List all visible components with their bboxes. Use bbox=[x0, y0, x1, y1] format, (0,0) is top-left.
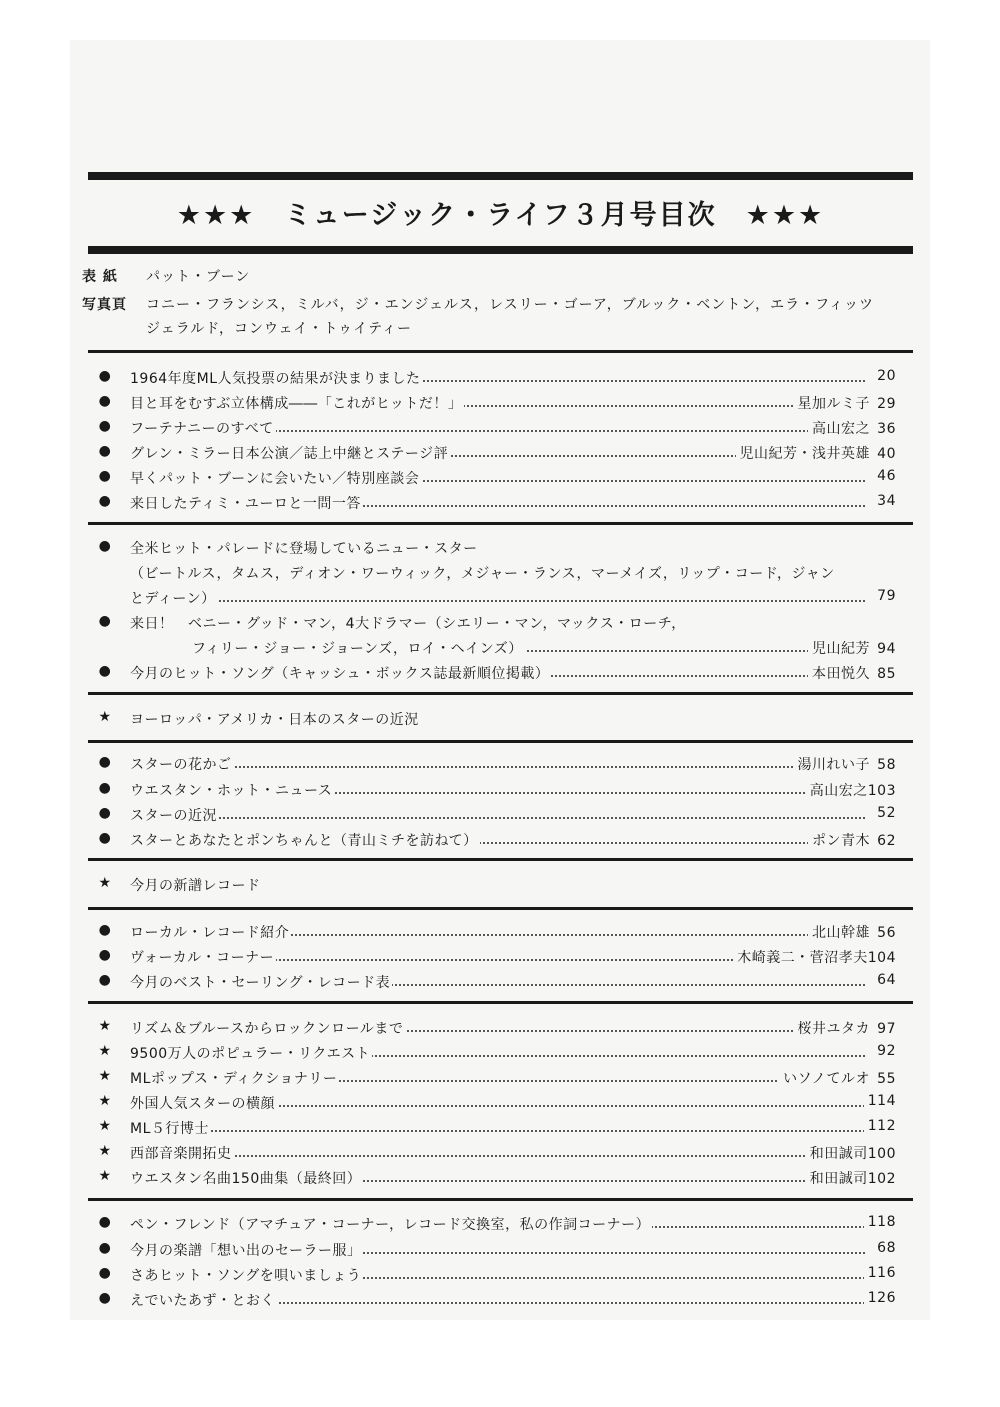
entry-page: 68 bbox=[877, 1240, 896, 1256]
title-bottom-rule bbox=[88, 246, 913, 254]
entry-page: 62 bbox=[877, 833, 896, 849]
entry-title-continued: フィリー・ジョー・ジョーンズ，ロイ・ヘインズ） bbox=[192, 638, 525, 658]
toc-entry-last-line[interactable] bbox=[96, 638, 896, 662]
toc-entry[interactable] bbox=[96, 805, 896, 829]
entry-title: 今月のヒット・ソング（キャッシュ・ボックス誌最新順位掲載） bbox=[130, 663, 551, 683]
entry-page: 97 bbox=[877, 1021, 896, 1037]
title-top-rule bbox=[88, 172, 913, 180]
entry-author: 木崎義二・菅沼孝夫 bbox=[737, 950, 868, 966]
dot-leader bbox=[136, 817, 896, 819]
entry-title: MLポップス・ディクショナリー bbox=[130, 1068, 339, 1088]
toc-entry[interactable] bbox=[96, 1118, 896, 1142]
bullet-icon: ● bbox=[98, 493, 112, 509]
bullet-icon: ● bbox=[98, 613, 112, 629]
toc-entry[interactable] bbox=[96, 1093, 896, 1117]
toc-entry[interactable] bbox=[96, 1043, 896, 1067]
toc-entry[interactable] bbox=[96, 754, 896, 778]
entry-title: ローカル・レコード紹介 bbox=[130, 922, 291, 942]
section-rule bbox=[88, 1198, 913, 1201]
toc-entry[interactable] bbox=[96, 1168, 896, 1192]
entry-author: 本田悦久 bbox=[812, 666, 870, 682]
section-rule bbox=[88, 907, 913, 910]
entry-title-continued: とディーン） bbox=[130, 588, 218, 608]
toc-entry[interactable] bbox=[96, 393, 896, 417]
entry-title: 外国人気スターの横顔 bbox=[130, 1093, 277, 1113]
entry-title: ウエスタン名曲150曲集（最終回） bbox=[130, 1168, 363, 1188]
toc-entry-last-line[interactable] bbox=[96, 588, 896, 612]
entry-page: 20 bbox=[877, 368, 896, 384]
bullet-icon: ● bbox=[98, 754, 112, 770]
star-icon: ★ bbox=[98, 709, 112, 725]
toc-entry[interactable] bbox=[96, 1018, 896, 1042]
photo-pages-line1: コニー・フランシス，ミルバ，ジ・エンジェルス，レスリー・ゴーア，ブルック・ベントン，エラ・フィッツ bbox=[146, 297, 874, 313]
section-heading-text: ヨーロッパ・アメリカ・日本のスターの近況 bbox=[130, 709, 421, 729]
entry-author: 児山紀芳・浅井英雄 bbox=[739, 446, 870, 462]
star-icon: ★ bbox=[98, 1068, 112, 1084]
section-rule bbox=[88, 740, 913, 743]
toc-entry[interactable] bbox=[96, 1068, 896, 1092]
toc-entry[interactable] bbox=[96, 493, 896, 517]
entry-author: ポン青木 bbox=[812, 833, 870, 849]
star-icon: ★ bbox=[98, 1018, 112, 1034]
toc-entry[interactable] bbox=[96, 830, 896, 854]
bullet-icon: ● bbox=[98, 947, 112, 963]
section-rule bbox=[88, 350, 913, 353]
entry-title: ウエスタン・ホット・ニュース bbox=[130, 780, 334, 800]
section-rule bbox=[88, 1001, 913, 1004]
entry-title-continued: （ビートルス，タムス，ディオン・ワーウィック，メジャー・ランス，マーメイズ，リップ・コード，ジャン bbox=[130, 566, 835, 582]
entry-title: 今月のベスト・セーリング・レコード表 bbox=[130, 972, 392, 992]
entry-title: ペン・フレンド（アマチュア・コーナー，レコード交換室，私の作詞コーナー） bbox=[130, 1214, 652, 1234]
entry-author: 北山幹雄 bbox=[812, 925, 870, 941]
toc-entry[interactable] bbox=[96, 972, 896, 996]
entry-page: 103 bbox=[867, 783, 896, 799]
entry-page: 52 bbox=[877, 805, 896, 821]
entry-page: 94 bbox=[877, 641, 896, 657]
toc-entry[interactable] bbox=[96, 1143, 896, 1167]
toc-entry[interactable] bbox=[96, 1265, 896, 1289]
entry-title: 西部音楽開拓史 bbox=[130, 1143, 234, 1163]
entry-title: ML５行博士 bbox=[130, 1118, 211, 1138]
section-heading-text: 今月の新譜レコード bbox=[130, 875, 263, 895]
star-icon: ★ bbox=[98, 1093, 112, 1109]
toc-entry[interactable] bbox=[96, 418, 896, 442]
toc-entry[interactable] bbox=[96, 468, 896, 492]
section-heading bbox=[96, 709, 896, 733]
bullet-icon: ● bbox=[98, 663, 112, 679]
entry-page: 55 bbox=[877, 1071, 896, 1087]
bullet-icon: ● bbox=[98, 368, 112, 384]
entry-title: フーテナニーのすべて bbox=[130, 418, 276, 438]
section-rule bbox=[88, 692, 913, 695]
toc-entry[interactable] bbox=[96, 613, 896, 637]
entry-page: 104 bbox=[867, 950, 896, 966]
entry-title: 来日したティミ・ユーロと一問一答 bbox=[130, 493, 363, 513]
entry-author: 和田誠司 bbox=[809, 1171, 868, 1187]
entry-title: 今月の楽譜「想い出のセーラー服」 bbox=[130, 1240, 363, 1260]
section-rule bbox=[88, 522, 913, 525]
star-icon: ★ bbox=[98, 1143, 112, 1159]
toc-entry[interactable] bbox=[96, 922, 896, 946]
entry-title: グレン・ミラー日本公演／誌上中継とステージ評 bbox=[130, 443, 450, 463]
entry-title: さあヒット・ソングを唄いましょう bbox=[130, 1265, 363, 1285]
dot-leader bbox=[136, 1155, 896, 1157]
entry-author: 高山宏之 bbox=[812, 421, 870, 437]
entry-author: 和田誠司 bbox=[809, 1146, 868, 1162]
entry-title: 早くパット・ブーンに会いたい／特別座談会 bbox=[130, 468, 421, 488]
photo-pages-label: 写真頁 bbox=[82, 297, 127, 313]
entry-title: 全米ヒット・パレードに登場しているニュー・スター bbox=[130, 538, 480, 558]
toc-entry[interactable] bbox=[96, 1214, 896, 1238]
toc-entry[interactable] bbox=[96, 538, 896, 562]
bullet-icon: ● bbox=[98, 1240, 112, 1256]
page-title: ★★★ ミュージック・ライフ３月号目次 ★★★ bbox=[176, 200, 825, 231]
entry-page: 112 bbox=[867, 1118, 896, 1134]
bullet-icon: ● bbox=[98, 468, 112, 484]
entry-title: えでいたあず・とおく bbox=[130, 1290, 277, 1310]
entry-title: ヴォーカル・コーナー bbox=[130, 947, 276, 967]
bullet-icon: ● bbox=[98, 805, 112, 821]
toc-entry[interactable] bbox=[96, 368, 896, 392]
entry-title: 目と耳をむすぶ立体構成――「これがヒットだ！」 bbox=[130, 393, 464, 413]
entry-title: リズム＆ブルースからロックンロールまで bbox=[130, 1018, 405, 1038]
entry-author: 高山宏之 bbox=[809, 783, 868, 799]
entry-page: 102 bbox=[867, 1171, 896, 1187]
bullet-icon: ● bbox=[98, 418, 112, 434]
entry-page: 34 bbox=[877, 493, 896, 509]
entry-title: 1964年度ML人気投票の結果が決まりました bbox=[130, 368, 423, 388]
entry-page: 85 bbox=[877, 666, 896, 682]
entry-page: 64 bbox=[877, 972, 896, 988]
bullet-icon: ● bbox=[98, 538, 112, 554]
entry-author: 星加ルミ子 bbox=[797, 396, 870, 412]
dot-leader bbox=[136, 766, 896, 768]
entry-title: 来日！ ベニー・グッド・マン，4大ドラマー（シエリー・マン，マックス・ローチ， bbox=[130, 613, 688, 633]
cover-text: パット・ブーン bbox=[146, 269, 251, 285]
dot-leader bbox=[136, 1130, 896, 1132]
toc-entry[interactable] bbox=[96, 663, 896, 687]
entry-title: スターの近況 bbox=[130, 805, 219, 825]
entry-page: 100 bbox=[867, 1146, 896, 1162]
entry-page: 36 bbox=[877, 421, 896, 437]
bullet-icon: ● bbox=[98, 780, 112, 796]
toc-entry[interactable] bbox=[96, 1240, 896, 1264]
entry-page: 114 bbox=[867, 1093, 896, 1109]
bullet-icon: ● bbox=[98, 1214, 112, 1230]
section-heading bbox=[96, 875, 896, 899]
dot-leader bbox=[136, 600, 896, 602]
star-icon: ★ bbox=[98, 1118, 112, 1134]
entry-title: スターとあなたとポンちゃんと（青山ミチを訪ねて） bbox=[130, 830, 480, 850]
entry-page: 116 bbox=[867, 1265, 896, 1281]
star-icon: ★ bbox=[98, 875, 112, 891]
toc-entry[interactable] bbox=[96, 780, 896, 804]
toc-entry[interactable] bbox=[96, 443, 896, 467]
cover-label: 表 紙 bbox=[82, 269, 118, 285]
star-icon: ★ bbox=[98, 1043, 112, 1059]
star-icon: ★ bbox=[98, 1168, 112, 1184]
section-rule bbox=[88, 858, 913, 861]
entry-page: 40 bbox=[877, 446, 896, 462]
bullet-icon: ● bbox=[98, 1290, 112, 1306]
entry-page: 92 bbox=[877, 1043, 896, 1059]
bullet-icon: ● bbox=[98, 443, 112, 459]
bullet-icon: ● bbox=[98, 1265, 112, 1281]
entry-page: 79 bbox=[877, 588, 896, 604]
bullet-icon: ● bbox=[98, 972, 112, 988]
entry-title: スターの花かご bbox=[130, 754, 234, 774]
entry-page: 126 bbox=[867, 1290, 896, 1306]
toc-entry[interactable] bbox=[96, 1290, 896, 1314]
entry-title: 9500万人のポピュラー・リクエスト bbox=[130, 1043, 372, 1063]
entry-page: 118 bbox=[867, 1214, 896, 1230]
entry-page: 56 bbox=[877, 925, 896, 941]
entry-page: 29 bbox=[877, 396, 896, 412]
entry-page: 58 bbox=[877, 757, 896, 773]
bullet-icon: ● bbox=[98, 393, 112, 409]
cover-info bbox=[82, 266, 902, 336]
entry-author: 児山紀芳 bbox=[812, 641, 870, 657]
bullet-icon: ● bbox=[98, 830, 112, 846]
photo-pages-line2: ジェラルド，コンウェイ・トゥイティー bbox=[146, 321, 413, 337]
entry-author: 桜井ユタカ bbox=[797, 1021, 870, 1037]
toc-entry[interactable] bbox=[96, 947, 896, 971]
entry-page: 46 bbox=[877, 468, 896, 484]
bullet-icon: ● bbox=[98, 922, 112, 938]
entry-author: 湯川れい子 bbox=[797, 757, 870, 773]
entry-author: いソノてルオ bbox=[783, 1071, 870, 1087]
